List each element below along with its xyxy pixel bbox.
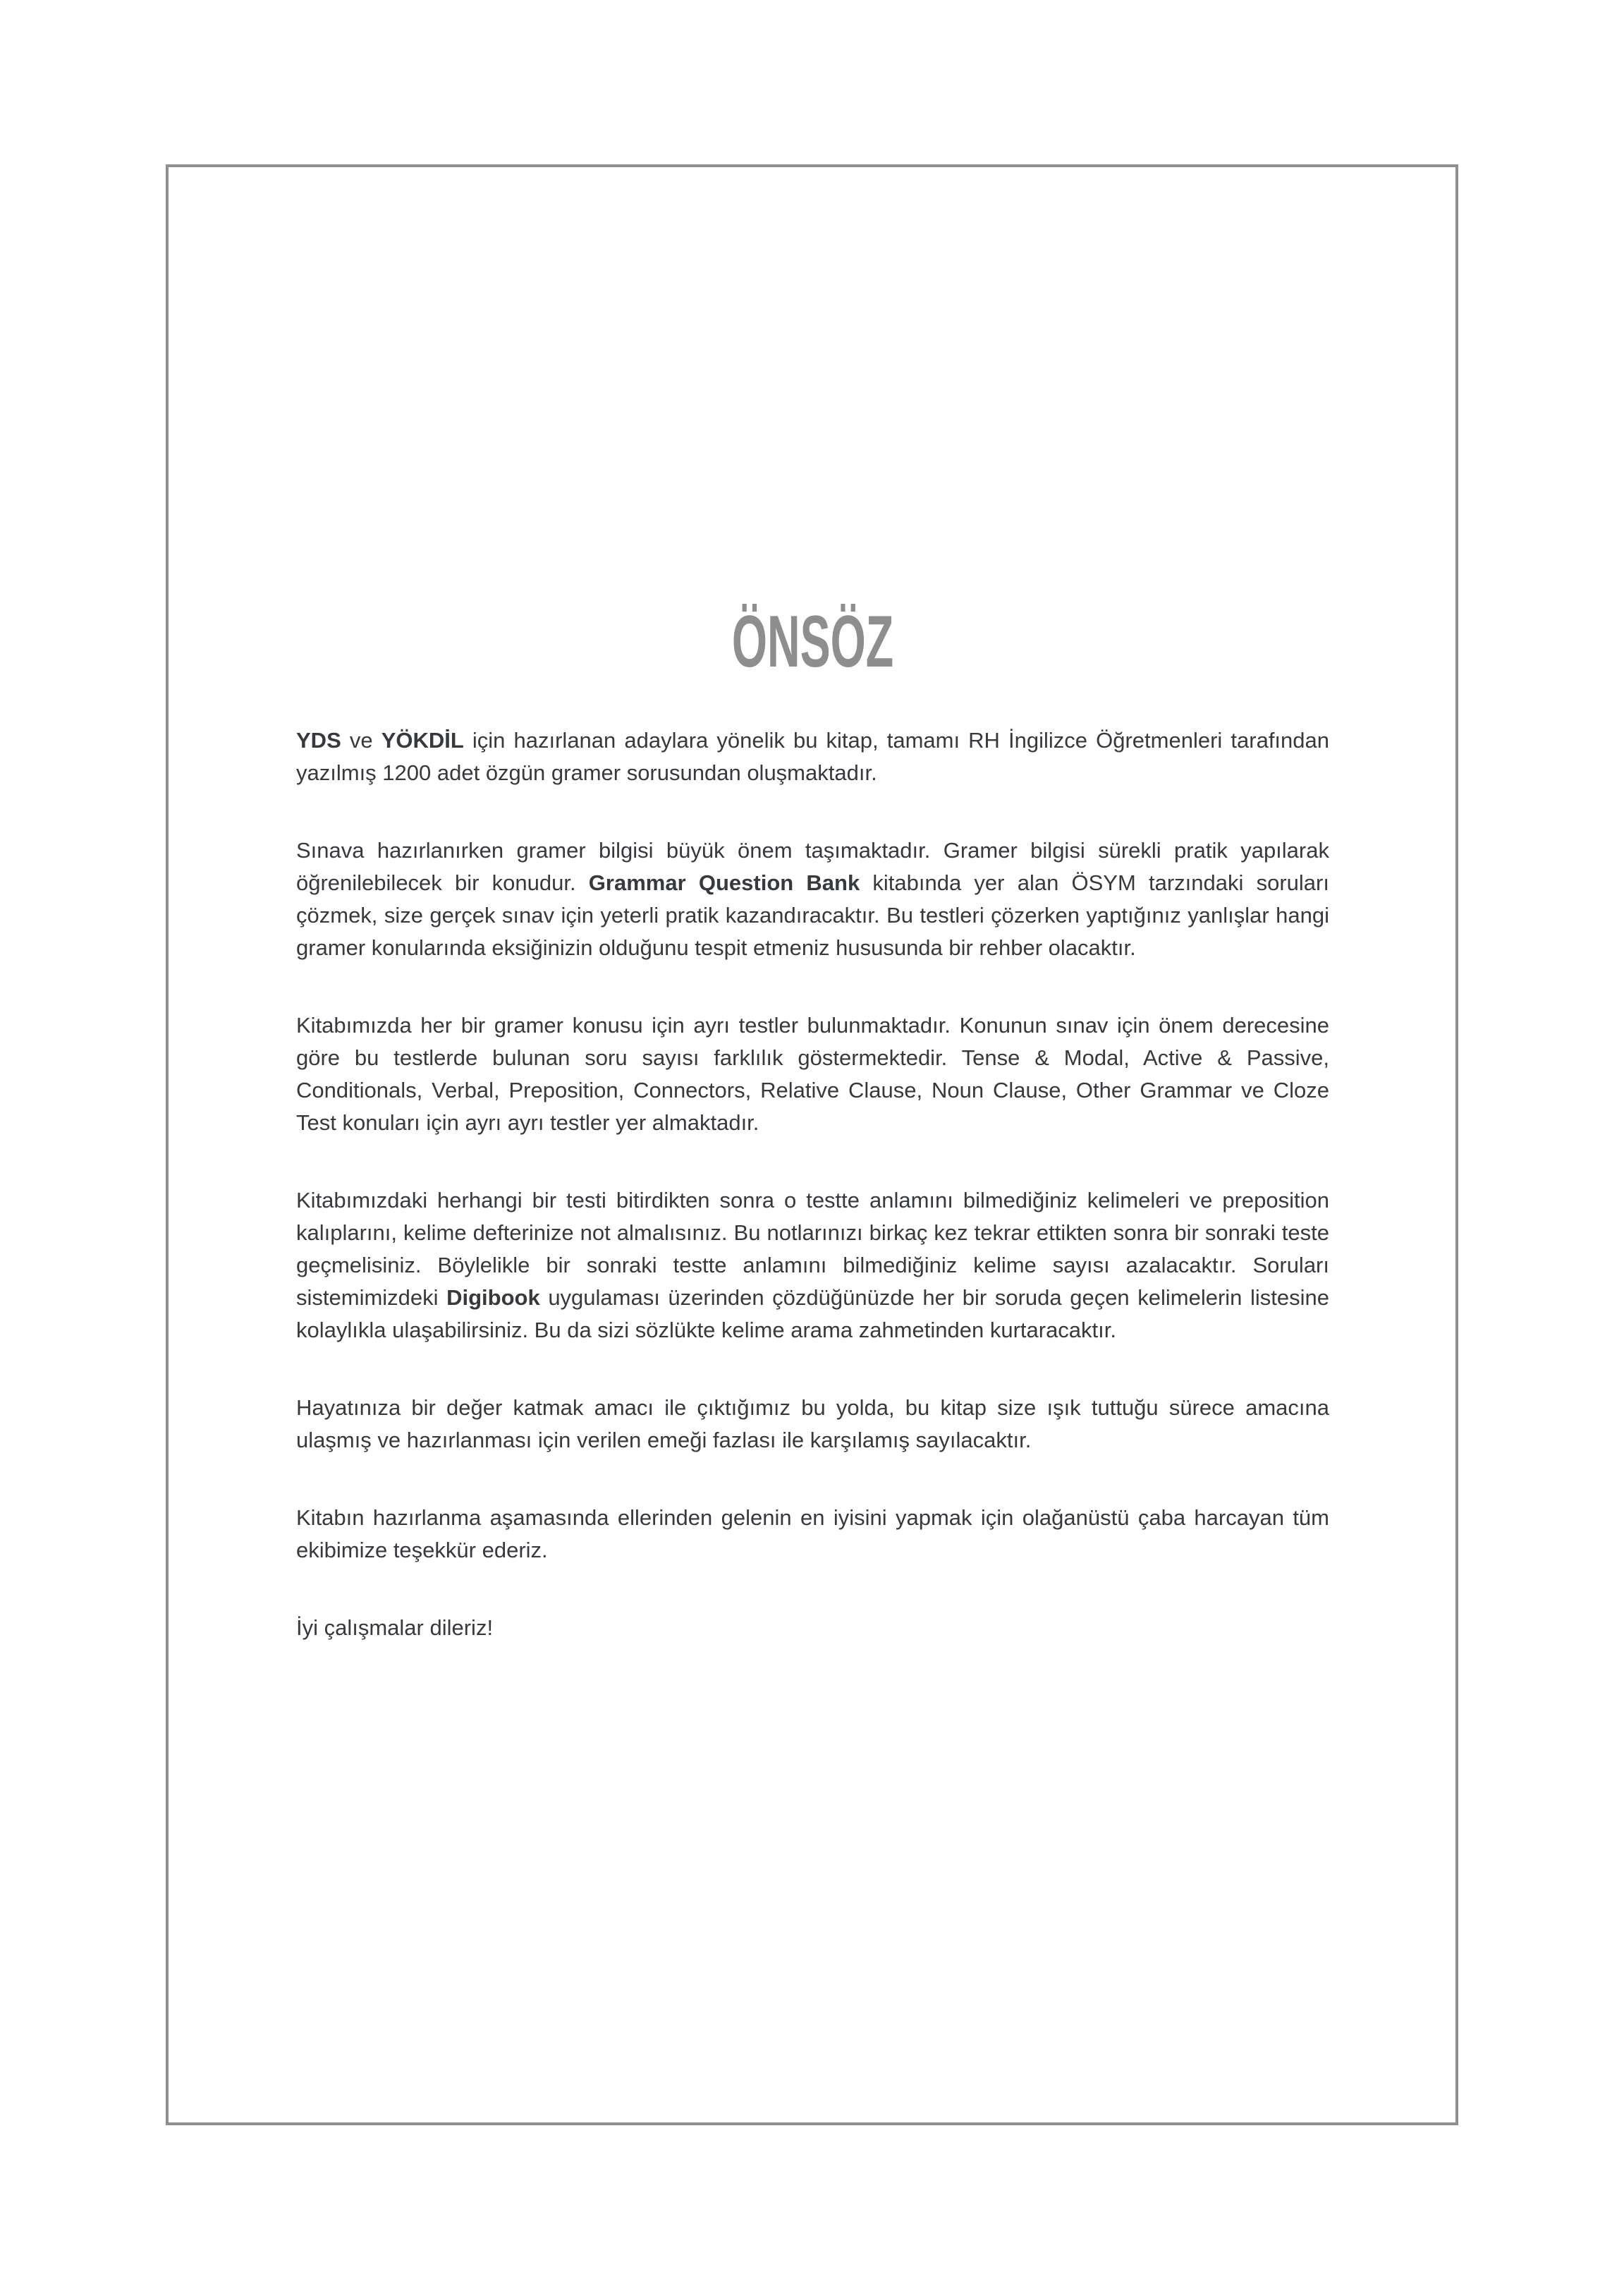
- text-run: kitabında yer alan ÖSYM tarzındaki soruları çözmek, size gerçek sınav için yeterli pratik kazandıracaktır. Bu testleri çözerken yaptığınız yanlışlar hangi gramer konularında eksiğinizin olduğunu tespit etmeniz hususunda bir rehber olacaktır.: [296, 870, 1329, 960]
- bold-text-run: Grammar Question Bank: [588, 870, 860, 895]
- preface-paragraph: [296, 1502, 1329, 1567]
- preface-paragraph: [296, 1612, 1329, 1644]
- text-run: Kitabın hazırlanma aşamasında ellerinden gelenin en iyisini yapmak için olağanüstü çaba harcayan tüm ekibimize teşekkür ederiz.: [296, 1505, 1329, 1562]
- preface-paragraph: [296, 724, 1329, 789]
- page-title: ÖNSÖZ: [731, 601, 894, 683]
- text-run: Hayatınıza bir değer katmak amacı ile çıktığımız bu yolda, bu kitap size ışık tuttuğu sürece amacına ulaşmış ve hazırlanması için verilen emeği fazlası ile karşılamış sayılacaktır.: [296, 1395, 1329, 1452]
- preface-paragraph: [296, 1184, 1329, 1347]
- preface-paragraph: [296, 1009, 1329, 1139]
- preface-paragraph: [296, 1392, 1329, 1457]
- text-run: için hazırlanan adaylara yönelik bu kitap, tamamı RH İngilizce Öğretmenleri tarafından yazılmış 1200 adet özgün gramer sorusundan oluşmaktadır.: [296, 728, 1330, 785]
- text-run: İyi çalışmalar dileriz!: [296, 1615, 494, 1640]
- preface-body: [296, 724, 1329, 1644]
- bold-text-run: YÖKDİL: [381, 728, 464, 753]
- page-content: [296, 601, 1330, 1644]
- bold-text-run: YDS: [296, 728, 341, 753]
- preface-paragraph: [296, 834, 1329, 964]
- text-run: Kitabımızdaki herhangi bir testi bitirdikten sonra o testte anlamını bilmediğiniz kelimeleri ve preposition kalıplarını, kelime defterinize not almalısınız. Bu notlarınızı birkaç kez tekrar ettikten sonra bir sonraki teste geçmelisiniz. Böylelikle bir sonraki testte anlamını bilmediğiniz kelime sayısı azalacaktır. Soruları sistemimizdeki: [296, 1188, 1329, 1310]
- bold-text-run: Digibook: [446, 1285, 540, 1310]
- text-run: uygulaması üzerinden çözdüğünüzde her bir soruda geçen kelimelerin listesine kolaylıkla ulaşabilirsiniz. Bu da sizi sözlükte kelime arama zahmetinden kurtaracaktır.: [296, 1285, 1329, 1342]
- text-run: Sınava hazırlanırken gramer bilgisi büyük önem taşımaktadır. Gramer bilgisi sürekli pratik yapılarak öğrenilebilecek bir konudur.: [296, 838, 1329, 895]
- text-run: ve: [341, 728, 381, 753]
- text-run: Kitabımızda her bir gramer konusu için ayrı testler bulunmaktadır. Konunun sınav için önem derecesine göre bu testlerde bulunan soru sayısı farklılık göstermektedir. Tense & Modal, Active & Passive, Conditionals, Verbal, Preposition, Connectors, Relative Clause, Noun Clause, Other Grammar ve Cloze Test konuları için ayrı ayrı testler yer almaktadır.: [296, 1013, 1329, 1135]
